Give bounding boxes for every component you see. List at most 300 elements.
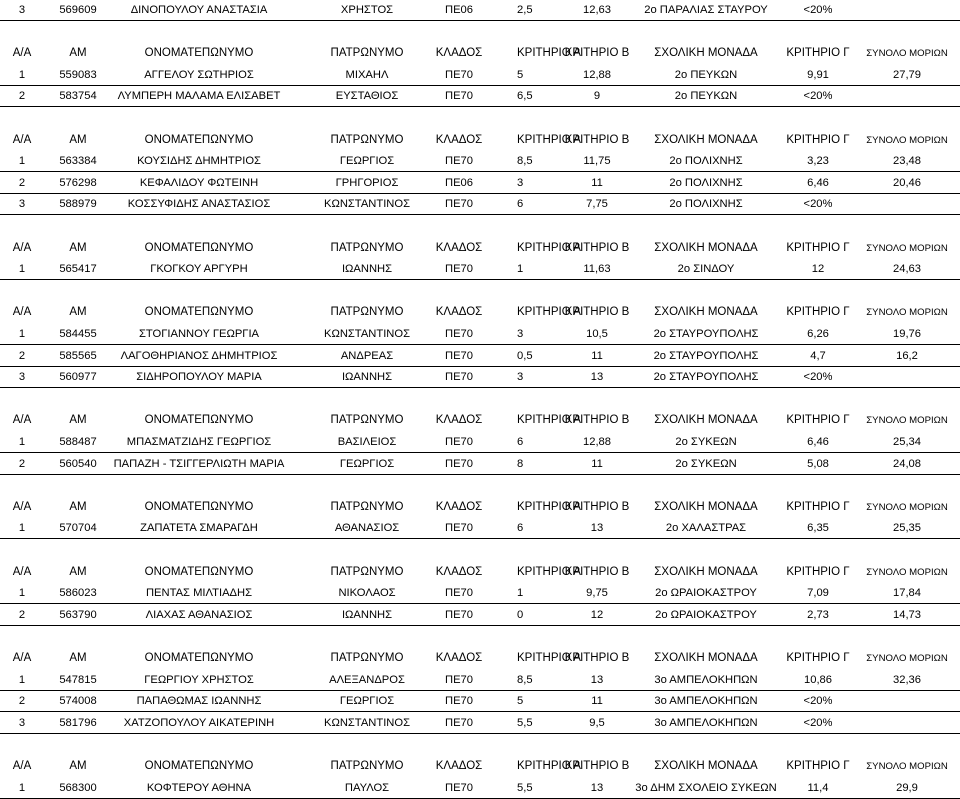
header-specialty: ΚΛΑΔΟΣ [435,134,483,146]
table-header-row [0,238,960,259]
row-index: 1 [18,587,26,599]
header-index: Α/Α [12,134,32,146]
criterion-b-cell: 11 [591,695,603,707]
school-unit-cell: 3ο ΔΗΜ ΣΧΟΛΕΙΟ ΣΥΚΕΩΝ [635,782,777,794]
header-criterion-b: ΚΡΙΤΗΡΙΟ Β [564,47,630,59]
total-points-cell: 20,46 [893,177,921,189]
name-cell: ΑΓΓΕΛΟΥ ΣΩΤΗΡΙΟΣ [144,69,254,81]
father-name-cell: ΠΑΥΛΟΣ [344,782,390,794]
school-unit-cell: 3ο ΑΜΠΕΛΟΚΗΠΩΝ [654,717,758,729]
row-index: 2 [18,609,26,621]
am-cell: 560977 [59,371,97,383]
header-criterion-c: ΚΡΙΤΗΡΙΟ Γ [786,134,850,146]
criterion-a-cell: 5 [517,695,524,707]
name-cell: ΚΟΥΣΙΔΗΣ ΔΗΜΗΤΡΙΟΣ [137,155,261,167]
header-am: ΑΜ [69,414,87,426]
school-unit-cell: 2ο ΠΟΛΙΧΝΗΣ [669,198,743,210]
criterion-a-cell: 5,5 [517,782,533,794]
total-points-cell: 27,79 [893,69,921,81]
school-unit-cell: 2ο ΠΕΥΚΩΝ [674,69,738,81]
row-index: 3 [18,717,26,729]
total-points-cell: 25,35 [893,522,921,534]
header-criterion-c: ΚΡΙΤΗΡΙΟ Γ [786,652,850,664]
table-header-row [0,43,960,64]
school-unit-cell: 2ο ΧΑΛΑΣΤΡΑΣ [665,522,747,534]
criterion-a-cell: 8,5 [517,155,533,167]
header-name: ΟΝΟΜΑΤΕΠΩΝΥΜΟ [144,242,254,254]
name-cell: ΛΥΜΠΕΡΗ ΜΑΛΑΜΑ ΕΛΙΣΑΒΕΤ [117,90,281,102]
total-points-cell: 17,84 [893,587,921,599]
father-name-cell: ΑΛΕΞΑΝΔΡΟΣ [329,674,405,686]
criterion-b-cell: 11,75 [583,155,611,167]
criterion-c-cell: 3,23 [807,155,829,167]
header-index: Α/Α [12,652,32,664]
father-name-cell: ΙΩΑΝΝΗΣ [341,263,393,275]
am-cell: 547815 [59,674,97,686]
header-total-points: ΣΥΝΟΛΟ ΜΟΡΙΩΝ [866,135,948,146]
am-cell: 585565 [59,350,97,362]
specialty-cell: ΠΕ70 [445,328,473,340]
row-index: 1 [18,328,26,340]
header-total-points: ΣΥΝΟΛΟ ΜΟΡΙΩΝ [866,502,948,513]
criterion-a-cell: 2,5 [517,4,533,16]
header-school-unit: ΣΧΟΛΙΚΗ ΜΟΝΑΔΑ [654,501,758,513]
header-index: Α/Α [12,47,32,59]
total-points-cell: 29,9 [896,782,918,794]
header-am: ΑΜ [69,501,87,513]
am-cell: 588487 [59,436,97,448]
school-unit-cell: 2ο ΣΤΑΥΡΟΥΠΟΛΗΣ [653,371,759,383]
criterion-c-cell: 4,7 [810,350,826,362]
total-points-cell: 19,76 [893,328,921,340]
father-name-cell: ΓΕΩΡΓΙΟΣ [339,458,395,470]
specialty-cell: ΠΕ70 [445,263,473,275]
table-row [0,583,960,604]
header-criterion-b: ΚΡΙΤΗΡΙΟ Β [564,134,630,146]
header-name: ΟΝΟΜΑΤΕΠΩΝΥΜΟ [144,414,254,426]
header-name: ΟΝΟΜΑΤΕΠΩΝΥΜΟ [144,134,254,146]
table-row [0,86,960,107]
school-unit-cell: 2ο ΣΥΚΕΩΝ [675,458,737,470]
criterion-b-cell: 9,5 [589,717,605,729]
row-index: 3 [18,198,26,210]
table-row [0,346,960,367]
criterion-a-cell: 3 [517,371,524,383]
name-cell: ΜΠΑΣΜΑΤΖΙΔΗΣ ΓΕΩΡΓΙΟΣ [126,436,272,448]
row-index: 3 [18,4,26,16]
school-unit-cell: 2ο ΣΤΑΥΡΟΥΠΟΛΗΣ [653,328,759,340]
table-header-row [0,562,960,583]
father-name-cell: ΚΩΝΣΤΑΝΤΙΝΟΣ [323,328,411,340]
criterion-a-cell: 3 [517,177,524,189]
criterion-c-cell: 6,46 [807,177,829,189]
am-cell: 588979 [59,198,97,210]
school-unit-cell: 3ο ΑΜΠΕΛΟΚΗΠΩΝ [654,695,758,707]
table-row [0,173,960,194]
am-cell: 560540 [59,458,97,470]
father-name-cell: ΕΥΣΤΑΘΙΟΣ [335,90,399,102]
header-criterion-b: ΚΡΙΤΗΡΙΟ Β [564,501,630,513]
header-criterion-a: ΚΡΙΤΗΡΙΟ Α [517,652,581,664]
name-cell: ΠΑΠΑΘΩΜΑΣ ΙΩΑΝΝΗΣ [136,695,262,707]
header-father-name: ΠΑΤΡΩΝΥΜΟ [330,242,404,254]
criterion-a-cell: 5,5 [517,717,533,729]
criterion-b-cell: 12 [590,609,604,621]
specialty-cell: ΠΕ70 [445,198,473,210]
name-cell: ΧΑΤΖΟΠΟΥΛΟΥ ΑΙΚΑΤΕΡΙΝΗ [123,717,275,729]
table-row [0,367,960,388]
header-criterion-a: ΚΡΙΤΗΡΙΟ Α [517,306,581,318]
criterion-b-cell: 10,5 [586,328,608,340]
criterion-c-cell: <20% [803,198,833,210]
criterion-a-cell: 6 [517,522,524,534]
header-criterion-a: ΚΡΙΤΗΡΙΟ Α [517,47,581,59]
specialty-cell: ΠΕ70 [445,674,473,686]
criterion-c-cell: 10,86 [804,674,832,686]
am-cell: 570704 [59,522,97,534]
criterion-a-cell: 6 [517,436,524,448]
father-name-cell: ΓΕΩΡΓΙΟΣ [339,155,395,167]
father-name-cell: ΒΑΣΙΛΕΙΟΣ [337,436,397,448]
row-index: 1 [18,522,26,534]
table-header-row [0,302,960,323]
header-am: ΑΜ [69,652,87,664]
table-row [0,605,960,626]
criterion-c-cell: 2,73 [807,609,829,621]
header-index: Α/Α [12,760,32,772]
criterion-c-cell: 6,26 [807,328,829,340]
father-name-cell: ΑΝΔΡΕΑΣ [340,350,394,362]
criterion-c-cell: <20% [803,4,833,16]
header-index: Α/Α [12,306,32,318]
school-unit-cell: 2ο ΠΟΛΙΧΝΗΣ [669,155,743,167]
total-points-cell: 24,08 [893,458,921,470]
header-father-name: ΠΑΤΡΩΝΥΜΟ [330,760,404,772]
row-index: 1 [18,782,26,794]
total-points-cell: 14,73 [893,609,921,621]
name-cell: ΖΑΠΑΤΕΤΑ ΣΜΑΡΑΓΔΗ [140,522,258,534]
criterion-b-cell: 11 [591,458,603,470]
header-criterion-c: ΚΡΙΤΗΡΙΟ Γ [786,501,850,513]
specialty-cell: ΠΕ70 [445,458,473,470]
school-unit-cell: 3ο ΑΜΠΕΛΟΚΗΠΩΝ [654,674,758,686]
header-name: ΟΝΟΜΑΤΕΠΩΝΥΜΟ [144,501,254,513]
am-cell: 563384 [59,155,97,167]
name-cell: ΚΟΣΣΥΦΙΔΗΣ ΑΝΑΣΤΑΣΙΟΣ [127,198,271,210]
criterion-a-cell: 3 [517,328,524,340]
header-name: ΟΝΟΜΑΤΕΠΩΝΥΜΟ [144,760,254,772]
criterion-b-cell: 13 [590,674,604,686]
header-total-points: ΣΥΝΟΛΟ ΜΟΡΙΩΝ [866,415,948,426]
school-unit-cell: 2ο ΠΑΡΑΛΙΑΣ ΣΤΑΥΡΟΥ [644,4,768,16]
am-cell: 576298 [59,177,97,189]
header-criterion-a: ΚΡΙΤΗΡΙΟ Α [517,501,581,513]
criterion-b-cell: 7,75 [586,198,608,210]
name-cell: ΓΚΟΓΚΟΥ ΑΡΓΥΡΗ [150,263,248,275]
table-row [0,65,960,86]
specialty-cell: ΠΕ06 [445,4,473,16]
am-cell: 565417 [59,263,97,275]
criterion-b-cell: 12,88 [583,436,611,448]
table-row [0,324,960,345]
name-cell: ΛΙΑΧΑΣ ΑΘΑΝΑΣΙΟΣ [145,609,253,621]
school-unit-cell: 2ο ΩΡΑΙΟΚΑΣΤΡΟΥ [655,587,757,599]
header-total-points: ΣΥΝΟΛΟ ΜΟΡΙΩΝ [866,761,948,772]
school-unit-cell: 2ο ΠΕΥΚΩΝ [674,90,738,102]
header-father-name: ΠΑΤΡΩΝΥΜΟ [330,501,404,513]
header-am: ΑΜ [69,566,87,578]
header-name: ΟΝΟΜΑΤΕΠΩΝΥΜΟ [144,306,254,318]
table-row [0,432,960,453]
header-criterion-a: ΚΡΙΤΗΡΙΟ Α [517,760,581,772]
specialty-cell: ΠΕ70 [445,371,473,383]
row-index: 1 [18,436,26,448]
header-criterion-c: ΚΡΙΤΗΡΙΟ Γ [786,306,850,318]
specialty-cell: ΠΕ70 [445,90,473,102]
criterion-a-cell: 6 [517,198,524,210]
criterion-b-cell: 9,75 [586,587,608,599]
table-row [0,194,960,215]
specialty-cell: ΠΕ70 [445,782,473,794]
table-row [0,0,960,21]
father-name-cell: ΧΡΗΣΤΟΣ [340,4,394,16]
header-school-unit: ΣΧΟΛΙΚΗ ΜΟΝΑΔΑ [654,242,758,254]
am-cell: 574008 [59,695,97,707]
header-criterion-c: ΚΡΙΤΗΡΙΟ Γ [786,242,850,254]
header-specialty: ΚΛΑΔΟΣ [435,760,483,772]
criterion-c-cell: <20% [803,717,833,729]
header-specialty: ΚΛΑΔΟΣ [435,47,483,59]
criterion-a-cell: 6,5 [517,90,533,102]
header-criterion-c: ΚΡΙΤΗΡΙΟ Γ [786,414,850,426]
header-school-unit: ΣΧΟΛΙΚΗ ΜΟΝΑΔΑ [654,47,758,59]
am-cell: 586023 [59,587,97,599]
header-total-points: ΣΥΝΟΛΟ ΜΟΡΙΩΝ [866,653,948,664]
total-points-cell: 16,2 [896,350,918,362]
header-am: ΑΜ [69,134,87,146]
father-name-cell: ΚΩΝΣΤΑΝΤΙΝΟΣ [323,198,411,210]
school-unit-cell: 2ο ΩΡΑΙΟΚΑΣΤΡΟΥ [655,609,757,621]
am-cell: 563790 [59,609,97,621]
name-cell: ΠΕΝΤΑΣ ΜΙΛΤΙΑΔΗΣ [145,587,253,599]
specialty-cell: ΠΕ70 [445,155,473,167]
criterion-b-cell: 12,63 [583,4,611,16]
table-row [0,454,960,475]
header-index: Α/Α [12,501,32,513]
criterion-c-cell: <20% [803,371,833,383]
criterion-c-cell: 5,08 [807,458,829,470]
table-header-row [0,648,960,669]
father-name-cell: ΓΡΗΓΟΡΙΟΣ [335,177,399,189]
table-row [0,518,960,539]
header-specialty: ΚΛΑΔΟΣ [435,242,483,254]
header-total-points: ΣΥΝΟΛΟ ΜΟΡΙΩΝ [866,307,948,318]
header-index: Α/Α [12,414,32,426]
am-cell: 584455 [59,328,97,340]
criterion-b-cell: 9 [593,90,601,102]
row-index: 2 [18,177,26,189]
specialty-cell: ΠΕ70 [445,350,473,362]
header-name: ΟΝΟΜΑΤΕΠΩΝΥΜΟ [144,47,254,59]
header-specialty: ΚΛΑΔΟΣ [435,306,483,318]
name-cell: ΓΕΩΡΓΙΟΥ ΧΡΗΣΤΟΣ [144,674,254,686]
name-cell: ΣΙΔΗΡΟΠΟΥΛΟΥ ΜΑΡΙΑ [136,371,262,383]
row-index: 3 [18,371,26,383]
criterion-a-cell: 8,5 [517,674,533,686]
header-father-name: ΠΑΤΡΩΝΥΜΟ [330,134,404,146]
header-criterion-a: ΚΡΙΤΗΡΙΟ Α [517,414,581,426]
header-criterion-a: ΚΡΙΤΗΡΙΟ Α [517,242,581,254]
criterion-b-cell: 11 [591,177,603,189]
header-criterion-b: ΚΡΙΤΗΡΙΟ Β [564,242,630,254]
row-index: 1 [18,69,26,81]
specialty-cell: ΠΕ70 [445,717,473,729]
header-criterion-b: ΚΡΙΤΗΡΙΟ Β [564,652,630,664]
row-index: 1 [18,263,26,275]
criterion-b-cell: 13 [590,522,604,534]
name-cell: ΚΟΦΤΕΡΟΥ ΑΘΗΝΑ [146,782,252,794]
am-cell: 569609 [59,4,97,16]
total-points-cell: 24,63 [893,263,921,275]
specialty-cell: ΠΕ70 [445,587,473,599]
criterion-a-cell: 8 [517,458,524,470]
criterion-c-cell: <20% [803,90,833,102]
header-index: Α/Α [12,242,32,254]
table-header-row [0,130,960,151]
specialty-cell: ΠΕ70 [445,436,473,448]
table-header-row [0,756,960,777]
criterion-b-cell: 13 [590,782,604,794]
specialty-cell: ΠΕ70 [445,69,473,81]
header-school-unit: ΣΧΟΛΙΚΗ ΜΟΝΑΔΑ [654,652,758,664]
header-criterion-a: ΚΡΙΤΗΡΙΟ Α [517,134,581,146]
row-index: 2 [18,458,26,470]
school-unit-cell: 2ο ΠΟΛΙΧΝΗΣ [669,177,743,189]
criterion-b-cell: 11,63 [583,263,611,275]
table-header-row [0,410,960,431]
total-points-cell: 25,34 [893,436,921,448]
criterion-c-cell: 6,35 [807,522,829,534]
name-cell: ΠΑΠΑΖΗ - ΤΣΙΓΓΕΡΛΙΩΤΗ ΜΑΡΙΑ [113,458,285,470]
header-index: Α/Α [12,566,32,578]
father-name-cell: ΑΘΑΝΑΣΙΟΣ [334,522,400,534]
header-school-unit: ΣΧΟΛΙΚΗ ΜΟΝΑΔΑ [654,760,758,772]
row-index: 1 [18,155,26,167]
name-cell: ΣΤΟΓΙΑΝΝΟΥ ΓΕΩΡΓΙΑ [138,328,260,340]
row-index: 2 [18,350,26,362]
header-name: ΟΝΟΜΑΤΕΠΩΝΥΜΟ [144,566,254,578]
criterion-c-cell: 12 [811,263,825,275]
criterion-c-cell: 6,46 [807,436,829,448]
header-specialty: ΚΛΑΔΟΣ [435,652,483,664]
name-cell: ΛΑΓΟΘΗΡΙΑΝΟΣ ΔΗΜΗΤΡΙΟΣ [120,350,278,362]
header-criterion-b: ΚΡΙΤΗΡΙΟ Β [564,414,630,426]
header-specialty: ΚΛΑΔΟΣ [435,501,483,513]
header-name: ΟΝΟΜΑΤΕΠΩΝΥΜΟ [144,652,254,664]
row-index: 2 [18,90,26,102]
name-cell: ΚΕΦΑΛΙΔΟΥ ΦΩΤΕΙΝΗ [139,177,259,189]
table-row [0,259,960,280]
header-criterion-b: ΚΡΙΤΗΡΙΟ Β [564,566,630,578]
header-father-name: ΠΑΤΡΩΝΥΜΟ [330,414,404,426]
header-school-unit: ΣΧΟΛΙΚΗ ΜΟΝΑΔΑ [654,306,758,318]
header-criterion-c: ΚΡΙΤΗΡΙΟ Γ [786,566,850,578]
header-father-name: ΠΑΤΡΩΝΥΜΟ [330,652,404,664]
criterion-b-cell: 11 [591,350,603,362]
father-name-cell: ΚΩΝΣΤΑΝΤΙΝΟΣ [323,717,411,729]
father-name-cell: ΝΙΚΟΛΑΟΣ [338,587,396,599]
criterion-b-cell: 12,88 [583,69,611,81]
header-total-points: ΣΥΝΟΛΟ ΜΟΡΙΩΝ [866,243,948,254]
name-cell: ΔΙΝΟΠΟΥΛΟΥ ΑΝΑΣΤΑΣΙΑ [130,4,268,16]
school-unit-cell: 2ο ΣΙΝΔΟΥ [677,263,735,275]
am-cell: 559083 [59,69,97,81]
header-am: ΑΜ [69,242,87,254]
header-am: ΑΜ [69,760,87,772]
criterion-c-cell: <20% [803,695,833,707]
criterion-a-cell: 1 [517,263,524,275]
school-unit-cell: 2ο ΣΤΑΥΡΟΥΠΟΛΗΣ [653,350,759,362]
header-criterion-b: ΚΡΙΤΗΡΙΟ Β [564,760,630,772]
header-criterion-c: ΚΡΙΤΗΡΙΟ Γ [786,760,850,772]
criterion-c-cell: 9,91 [807,69,829,81]
header-school-unit: ΣΧΟΛΙΚΗ ΜΟΝΑΔΑ [654,134,758,146]
header-am: ΑΜ [69,306,87,318]
header-specialty: ΚΛΑΔΟΣ [435,414,483,426]
table-row [0,713,960,734]
criterion-a-cell: 0,5 [517,350,533,362]
am-cell: 583754 [59,90,97,102]
header-total-points: ΣΥΝΟΛΟ ΜΟΡΙΩΝ [866,567,948,578]
father-name-cell: ΙΩΑΝΝΗΣ [341,371,393,383]
criterion-c-cell: 11,4 [807,782,829,794]
criterion-c-cell: 7,09 [807,587,829,599]
table-row [0,151,960,172]
criterion-a-cell: 5 [517,69,524,81]
criterion-b-cell: 13 [590,371,604,383]
row-index: 2 [18,695,26,707]
header-specialty: ΚΛΑΔΟΣ [435,566,483,578]
specialty-cell: ΠΕ70 [445,522,473,534]
header-total-points: ΣΥΝΟΛΟ ΜΟΡΙΩΝ [866,48,948,59]
header-criterion-c: ΚΡΙΤΗΡΙΟ Γ [786,47,850,59]
table-header-row [0,497,960,518]
father-name-cell: ΜΙΧΑΗΛ [345,69,389,81]
school-unit-cell: 2ο ΣΥΚΕΩΝ [675,436,737,448]
table-row [0,778,960,799]
table-row [0,691,960,712]
row-index: 1 [18,674,26,686]
header-am: ΑΜ [69,47,87,59]
header-criterion-b: ΚΡΙΤΗΡΙΟ Β [564,306,630,318]
table-row [0,670,960,691]
header-criterion-a: ΚΡΙΤΗΡΙΟ Α [517,566,581,578]
father-name-cell: ΙΩΑΝΝΗΣ [341,609,393,621]
header-school-unit: ΣΧΟΛΙΚΗ ΜΟΝΑΔΑ [654,566,758,578]
father-name-cell: ΓΕΩΡΓΙΟΣ [339,695,395,707]
specialty-cell: ΠΕ70 [445,695,473,707]
specialty-cell: ΠΕ70 [445,609,473,621]
criterion-a-cell: 1 [517,587,524,599]
header-father-name: ΠΑΤΡΩΝΥΜΟ [330,47,404,59]
total-points-cell: 23,48 [893,155,921,167]
specialty-cell: ΠΕ06 [445,177,473,189]
am-cell: 581796 [59,717,97,729]
criterion-a-cell: 0 [517,609,524,621]
header-school-unit: ΣΧΟΛΙΚΗ ΜΟΝΑΔΑ [654,414,758,426]
am-cell: 568300 [59,782,97,794]
total-points-cell: 32,36 [893,674,921,686]
